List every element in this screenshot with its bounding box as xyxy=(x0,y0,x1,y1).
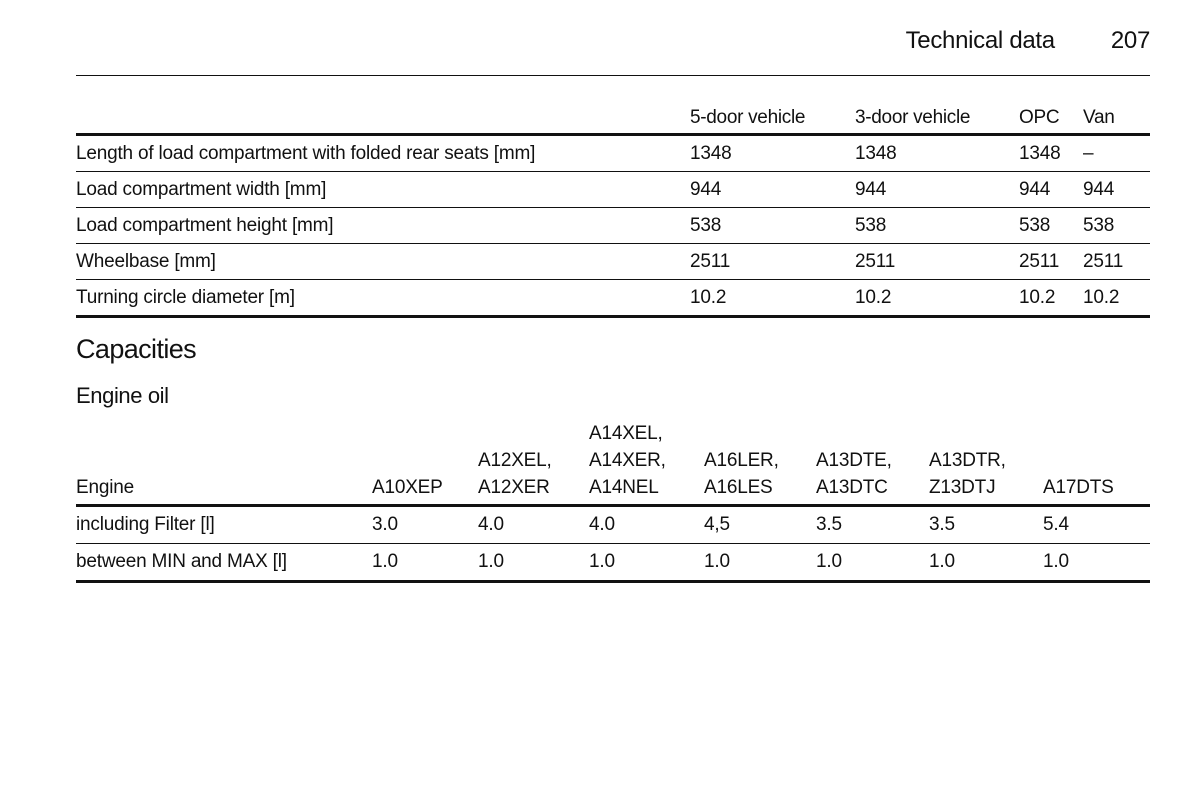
table-cell: 1.0 xyxy=(704,551,730,572)
column-header-engine-code: A16LER, A16LES xyxy=(704,450,779,498)
table-cell: 3.5 xyxy=(929,514,955,535)
table-header-row xyxy=(76,420,1150,506)
table-cell: 1.0 xyxy=(929,551,955,572)
table-row xyxy=(76,135,1150,172)
page-number: 207 xyxy=(1110,27,1150,54)
column-header-engine-code: A10XEP xyxy=(372,477,443,498)
column-header: OPC xyxy=(1019,107,1060,128)
table-cell: 2511 xyxy=(1019,250,1060,272)
table-row xyxy=(76,280,1150,317)
table-cell: 10.2 xyxy=(855,286,892,308)
row-label: Turning circle diameter [m] xyxy=(76,286,295,308)
table-row xyxy=(76,544,1150,582)
dimensions-table xyxy=(76,96,1150,318)
table-cell: 1348 xyxy=(855,142,897,164)
table-cell: 4.0 xyxy=(478,514,504,535)
column-header: Van xyxy=(1083,107,1115,128)
table-cell: 3.5 xyxy=(816,514,842,535)
table-cell: 2511 xyxy=(690,250,731,272)
table-cell: 944 xyxy=(690,178,722,200)
table-cell: 538 xyxy=(1083,214,1115,236)
table-cell: 3.0 xyxy=(372,514,398,535)
column-header-engine-code: A12XEL, A12XER xyxy=(478,450,552,498)
row-label: Load compartment height [mm] xyxy=(76,214,334,236)
column-header: 3-door vehicle xyxy=(855,107,971,128)
row-label: Length of load compartment with folded rear seats [mm] xyxy=(76,142,536,164)
table-cell: 944 xyxy=(855,178,887,200)
table-row xyxy=(76,172,1150,208)
column-header: 5-door vehicle xyxy=(690,107,806,128)
table-header-row xyxy=(76,96,1150,135)
table-cell: 1.0 xyxy=(816,551,842,572)
table-cell: 944 xyxy=(1083,178,1115,200)
section-heading-capacities: Capacities xyxy=(76,334,197,364)
table-cell: 10.2 xyxy=(690,286,727,308)
table-row xyxy=(76,244,1150,280)
column-header-engine-code: A13DTE, A13DTC xyxy=(816,450,892,498)
table-cell: 538 xyxy=(690,214,722,236)
table-row xyxy=(76,506,1150,544)
table-cell: 10.2 xyxy=(1083,286,1120,308)
table-cell: 1.0 xyxy=(589,551,615,572)
table-row xyxy=(76,208,1150,244)
subsection-heading-engine-oil: Engine oil xyxy=(76,383,169,408)
row-label: Load compartment width [mm] xyxy=(76,178,327,200)
row-label: between MIN and MAX [l] xyxy=(76,551,287,572)
table-cell: 944 xyxy=(1019,178,1051,200)
table-cell: 1348 xyxy=(1019,142,1061,164)
page-header xyxy=(906,24,1150,58)
table-cell: 4,5 xyxy=(704,514,730,535)
table-cell: 2511 xyxy=(1083,250,1124,272)
table-cell: 5.4 xyxy=(1043,514,1069,535)
table-cell: – xyxy=(1083,142,1094,164)
table-cell: 538 xyxy=(855,214,887,236)
table-cell: 4.0 xyxy=(589,514,615,535)
page-title: Technical data xyxy=(905,27,1055,54)
table-cell: 1348 xyxy=(690,142,732,164)
column-header-engine-code: A13DTR, Z13DTJ xyxy=(929,450,1006,498)
engine-oil-table xyxy=(76,420,1150,583)
column-header-empty xyxy=(76,96,690,135)
table-cell: 1.0 xyxy=(372,551,398,572)
row-label: including Filter [l] xyxy=(76,514,215,535)
table-cell: 2511 xyxy=(855,250,896,272)
column-header-engine: Engine xyxy=(76,477,134,498)
row-label: Wheelbase [mm] xyxy=(76,250,216,272)
column-header-engine-code: A14XEL, A14XER, A14NEL xyxy=(589,423,666,498)
table-cell: 1.0 xyxy=(1043,551,1069,572)
table-cell: 538 xyxy=(1019,214,1051,236)
header-divider xyxy=(76,75,1150,76)
table-cell: 1.0 xyxy=(478,551,504,572)
column-header-engine-code: A17DTS xyxy=(1043,477,1114,498)
table-cell: 10.2 xyxy=(1019,286,1056,308)
